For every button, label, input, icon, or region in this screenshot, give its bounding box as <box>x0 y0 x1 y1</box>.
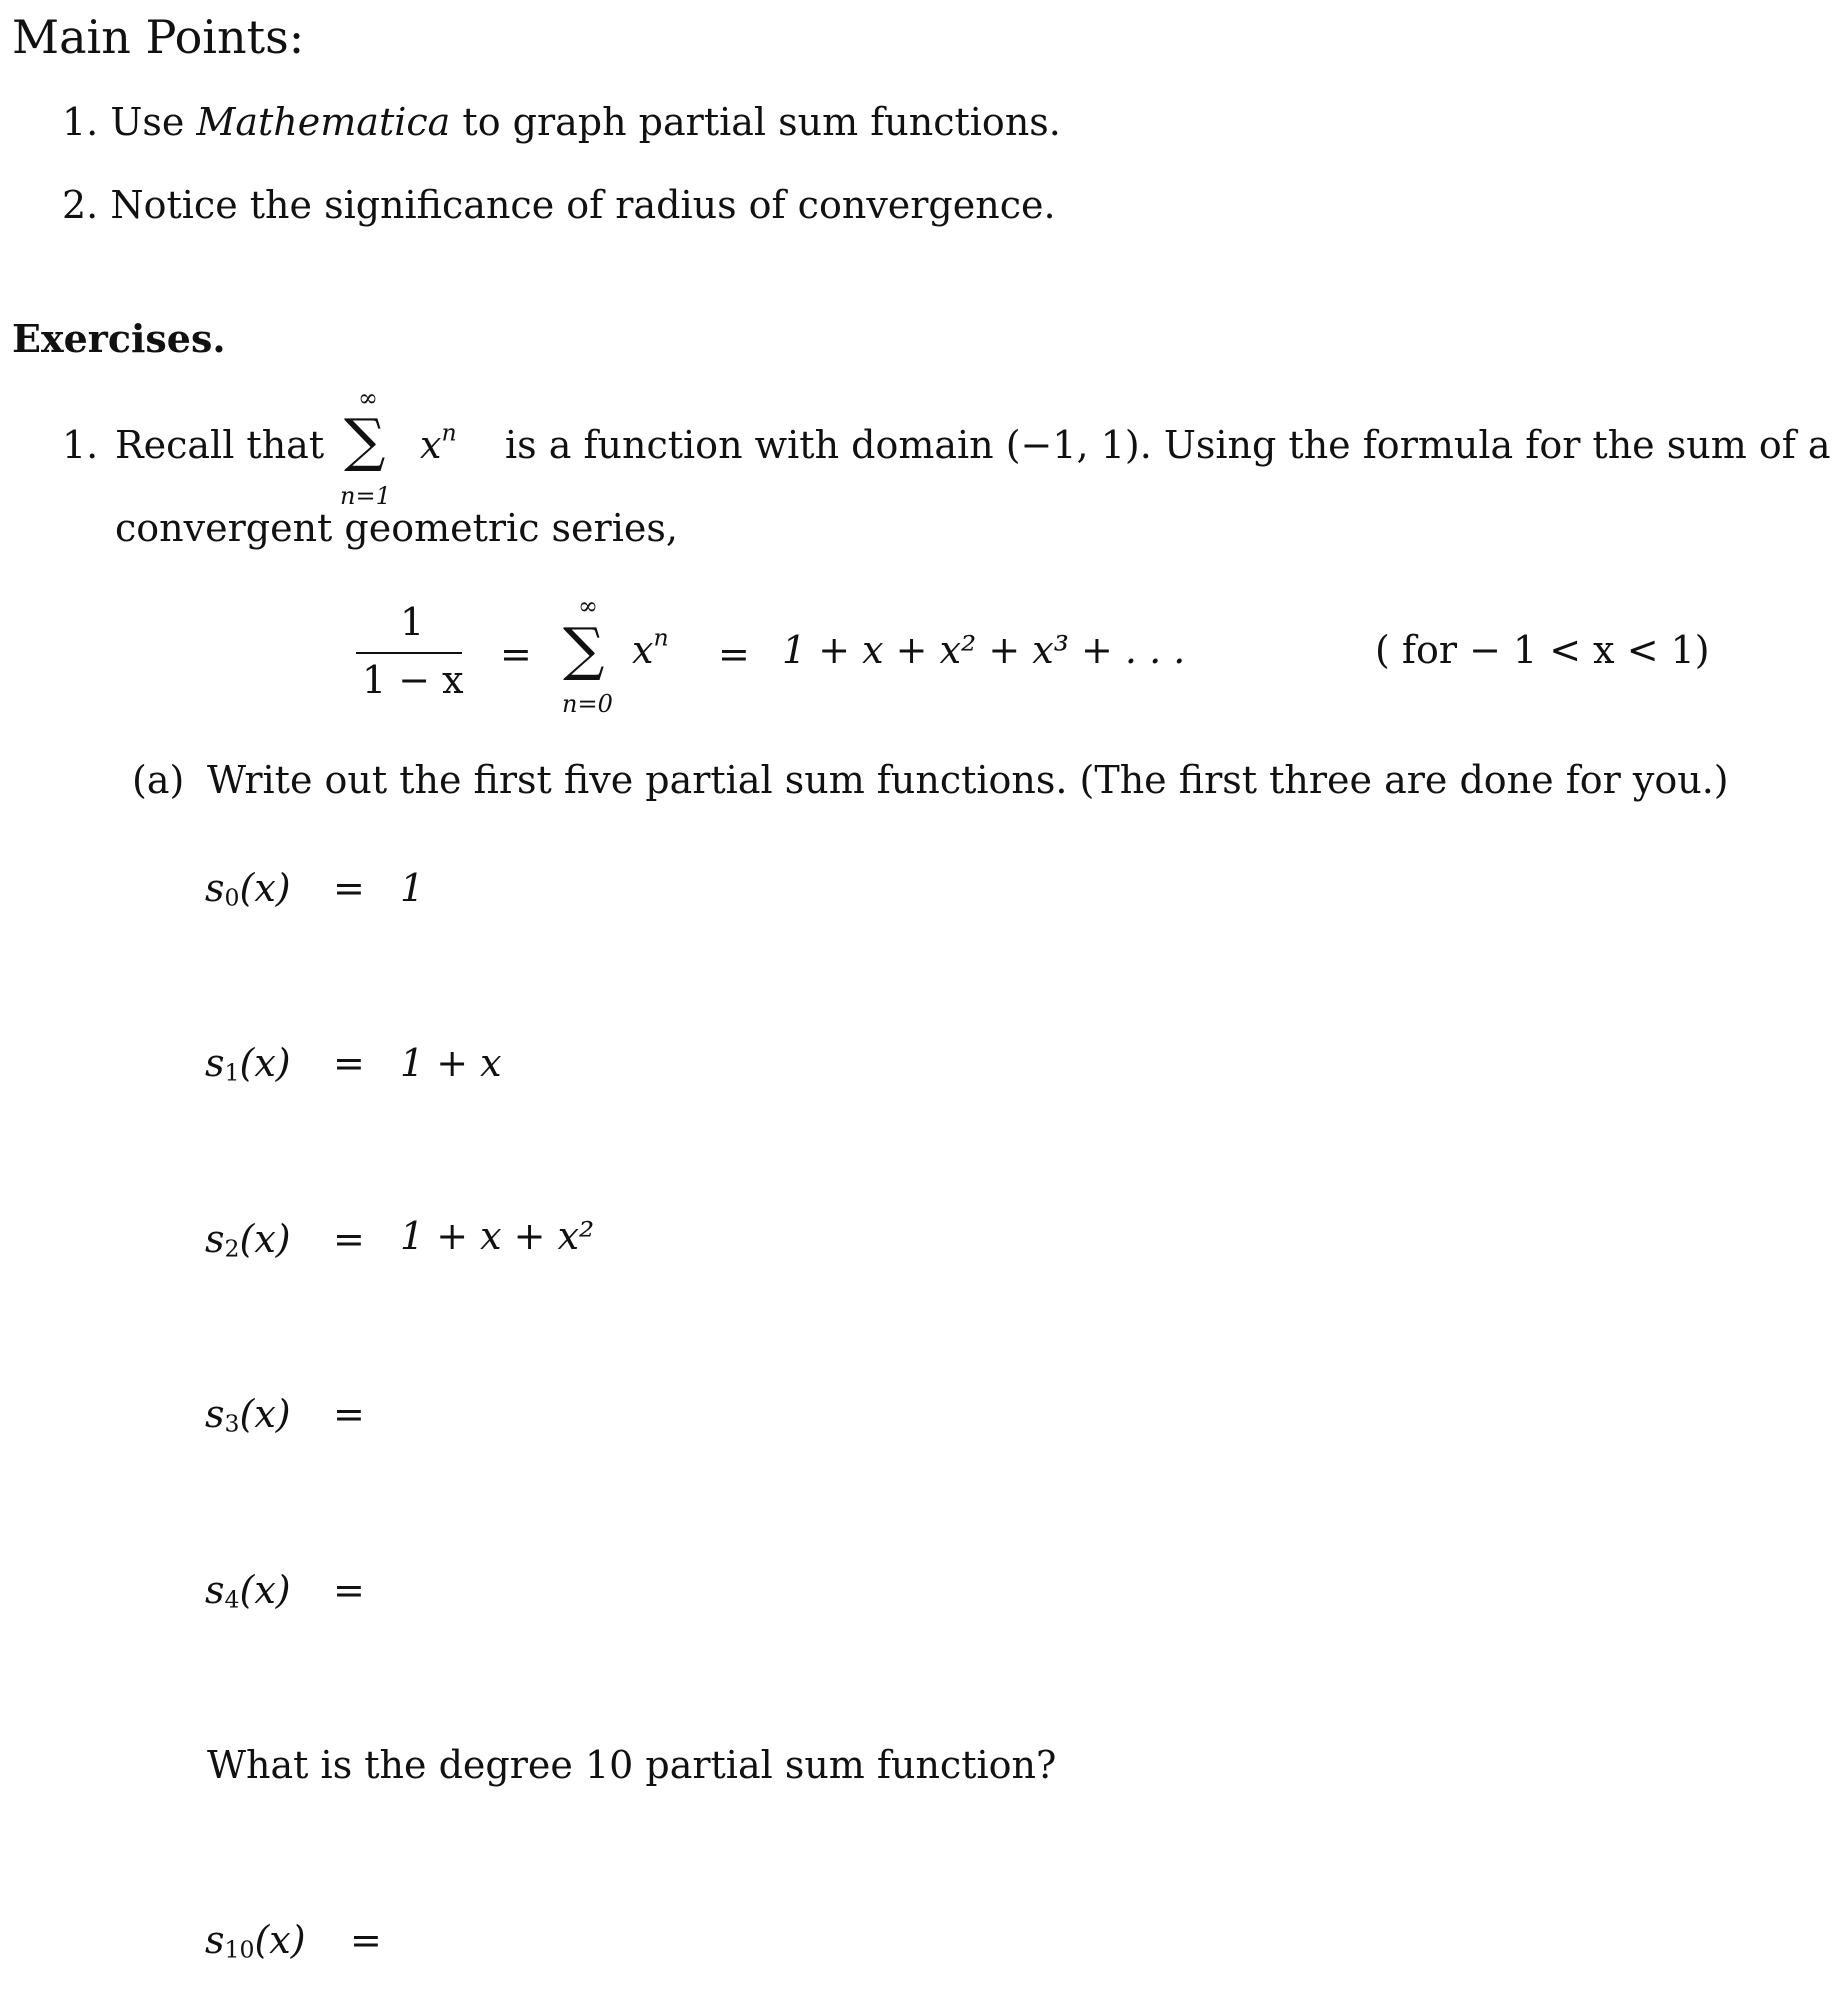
sum-lower-limit: n=1 <box>340 482 391 510</box>
display-series-expansion: 1 + x + x² + x³ + . . . <box>782 628 1186 672</box>
partial-sum-s2-rhs: 1 + x + x² <box>400 1214 595 1258</box>
partial-sum-s1-rhs: 1 + x <box>400 1041 502 1085</box>
exercise-1-number: 1. <box>62 423 99 467</box>
display-sum-term: $x^n$ <box>632 623 669 672</box>
display-sum-lower: n=0 <box>562 690 613 718</box>
sum-upper-limit: ∞ <box>358 384 378 412</box>
partial-sum-s2-lhs: $s_2(x)$ <box>205 1217 291 1263</box>
main-point-1: 1. Use Mathematica to graph partial sum functions. <box>62 100 1061 144</box>
main-point-2: 2. Notice the significance of radius of convergence. <box>62 183 1056 227</box>
exercise-1-line2: convergent geometric series, <box>115 506 678 550</box>
main-points-heading: Main Points: <box>12 10 305 64</box>
display-condition: ( for − 1 < x < 1) <box>1375 628 1710 672</box>
fraction-bar <box>356 652 462 654</box>
partial-sum-s0-lhs: $s_0(x)$ <box>205 866 291 912</box>
partial-sum-s4-equals: = <box>333 1568 365 1612</box>
partial-sum-s10-equals: = <box>350 1918 382 1962</box>
part-a-text: Write out the first five partial sum functions. (The first three are done for you.) <box>207 758 1729 802</box>
degree-10-question: What is the degree 10 partial sum function? <box>207 1743 1057 1787</box>
partial-sum-s4-lhs: $s_4(x)$ <box>205 1568 291 1614</box>
display-equals-1: = <box>500 632 532 676</box>
fraction-denominator: 1 − x <box>362 658 464 702</box>
partial-sum-s3-lhs: $s_3(x)$ <box>205 1392 291 1438</box>
exercise-1-domain-text: is a function with domain (−1, 1). Using the formula for the sum of a <box>505 423 1831 467</box>
display-sum-upper: ∞ <box>578 592 598 620</box>
sum-term: $x^n$ <box>420 418 457 467</box>
partial-sum-s0-rhs: 1 <box>400 866 425 910</box>
display-summation-symbol: ∑ <box>563 615 605 683</box>
partial-sum-s10-lhs: $s_{10}(x)$ <box>205 1918 306 1964</box>
part-a-label: (a) <box>132 758 185 802</box>
exercise-1-intro: Recall that <box>115 423 325 467</box>
partial-sum-s1-lhs: $s_1(x)$ <box>205 1041 291 1087</box>
partial-sum-s1-equals: = <box>333 1041 365 1085</box>
fraction-numerator: 1 <box>400 600 425 644</box>
display-equals-2: = <box>718 632 750 676</box>
partial-sum-s3-equals: = <box>333 1392 365 1436</box>
partial-sum-s2-equals: = <box>333 1217 365 1261</box>
summation-symbol: ∑ <box>344 406 386 474</box>
partial-sum-s0-equals: = <box>333 866 365 910</box>
exercises-heading: Exercises. <box>12 316 226 361</box>
